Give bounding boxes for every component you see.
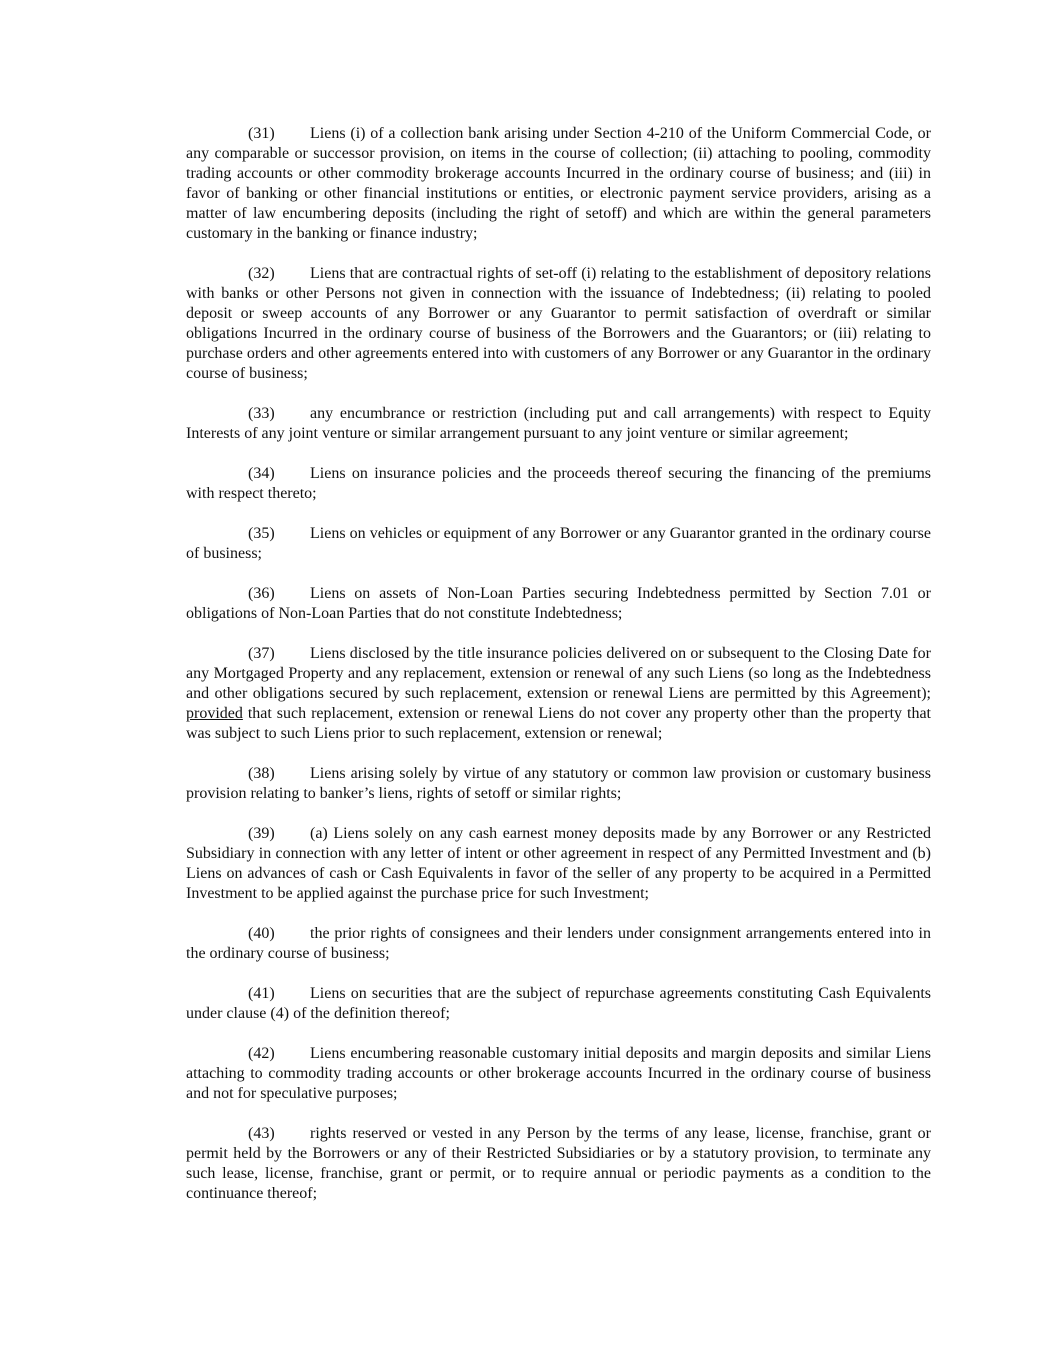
clause-text: Liens on insurance policies and the proceeds thereof securing the financing of the premiums with respect thereto; <box>186 465 931 502</box>
clause-number: (38) <box>248 765 275 782</box>
clause-text: the prior rights of consignees and their lenders under consignment arrangements entered into in the ordinary course of business; <box>186 925 931 962</box>
clause-33 <box>186 404 931 444</box>
clause-32 <box>186 264 931 384</box>
clause-text: Liens on securities that are the subject of repurchase agreements constituting Cash Equivalents under clause (4) of the definition thereof; <box>186 985 931 1022</box>
clause-text: (a) Liens solely on any cash earnest money deposits made by any Borrower or any Restricted Subsidiary in connection with any letter of intent or other agreement in respect of any Permitted Investment and (b) Liens on advances of cash or Cash Equivalents in favor of the seller of any property to be acquired in a Permitted Investment to be applied against the purchase price for such Investment; <box>186 825 931 902</box>
clause-37 <box>186 644 931 744</box>
clause-number: (35) <box>248 525 275 542</box>
clause-text: any encumbrance or restriction (including put and call arrangements) with respect to Equity Interests of any joint venture or similar arrangement pursuant to any joint venture or similar agreement; <box>186 405 931 442</box>
clause-43 <box>186 1124 931 1204</box>
clause-text: Liens arising solely by virtue of any statutory or common law provision or customary business provision relating to banker’s liens, rights of setoff or similar rights; <box>186 765 931 802</box>
clause-38 <box>186 764 931 804</box>
clause-number: (31) <box>248 125 275 142</box>
clause-text-after: that such replacement, extension or renewal Liens do not cover any property other than the property that was subject to such Liens prior to such replacement, extension or renewal; <box>186 705 931 742</box>
clause-41 <box>186 984 931 1024</box>
clause-35 <box>186 524 931 564</box>
clause-number: (33) <box>248 405 275 422</box>
clause-text: Liens that are contractual rights of set-off (i) relating to the establishment of depository relations with banks or other Persons not given in connection with the issuance of Indebtedness; (ii) relating to pooled deposit or sweep accounts of any Borrower or any Guarantor to permit satisfaction of overdraft or similar obligations Incurred in the ordinary course of business of the Borrowers and the Guarantors; or (iii) relating to purchase orders and other agreements entered into with customers of any Borrower or any Guarantor in the ordinary course of business; <box>186 265 931 382</box>
clause-number: (39) <box>248 825 275 842</box>
clause-text: rights reserved or vested in any Person by the terms of any lease, license, franchise, grant or permit held by the Borrowers or any of their Restricted Subsidiaries or by a statutory provision, to terminate any such lease, license, franchise, grant or permit, or to require annual or periodic payments as a condition to the continuance thereof; <box>186 1125 931 1202</box>
clause-number: (40) <box>248 925 275 942</box>
clause-31 <box>186 124 931 244</box>
clause-39 <box>186 824 931 904</box>
clause-text-before: Liens disclosed by the title insurance policies delivered on or subsequent to the Closing Date for any Mortgaged Property and any replacement, extension or renewal of any such Liens (so long as the Indebtedness and other obligations secured by such replacement, extension or renewal Liens are permitted by this Agreement); <box>186 645 931 702</box>
clause-text: Liens (i) of a collection bank arising under Section 4-210 of the Uniform Commercial Code, or any comparable or successor provision, on items in the course of collection; (ii) attaching to pooling, commodity trading accounts or other commodity brokerage accounts Incurred in the ordinary course of business; and (iii) in favor of banking or other financial institutions or entities, or electronic payment service providers, arising as a matter of law encumbering deposits (including the right of setoff) and which are within the general parameters customary in the banking or finance industry; <box>186 125 931 242</box>
clause-text: Liens on vehicles or equipment of any Borrower or any Guarantor granted in the ordinary course of business; <box>186 525 931 562</box>
clause-36 <box>186 584 931 624</box>
clause-42 <box>186 1044 931 1104</box>
clause-text: Liens on assets of Non-Loan Parties securing Indebtedness permitted by Section 7.01 or obligations of Non-Loan Parties that do not constitute Indebtedness; <box>186 585 931 622</box>
clause-number: (42) <box>248 1045 275 1062</box>
clause-40 <box>186 924 931 964</box>
clause-number: (41) <box>248 985 275 1002</box>
underlined-term-provided: provided <box>186 705 243 722</box>
clause-number: (37) <box>248 645 275 662</box>
clause-number: (36) <box>248 585 275 602</box>
document-page <box>186 124 931 1224</box>
clause-number: (32) <box>248 265 275 282</box>
clause-34 <box>186 464 931 504</box>
clause-number: (43) <box>248 1125 275 1142</box>
clause-number: (34) <box>248 465 275 482</box>
clause-text: Liens encumbering reasonable customary initial deposits and margin deposits and similar Liens attaching to commodity trading accounts or other brokerage accounts Incurred in the ordinary course of business and not for speculative purposes; <box>186 1045 931 1102</box>
